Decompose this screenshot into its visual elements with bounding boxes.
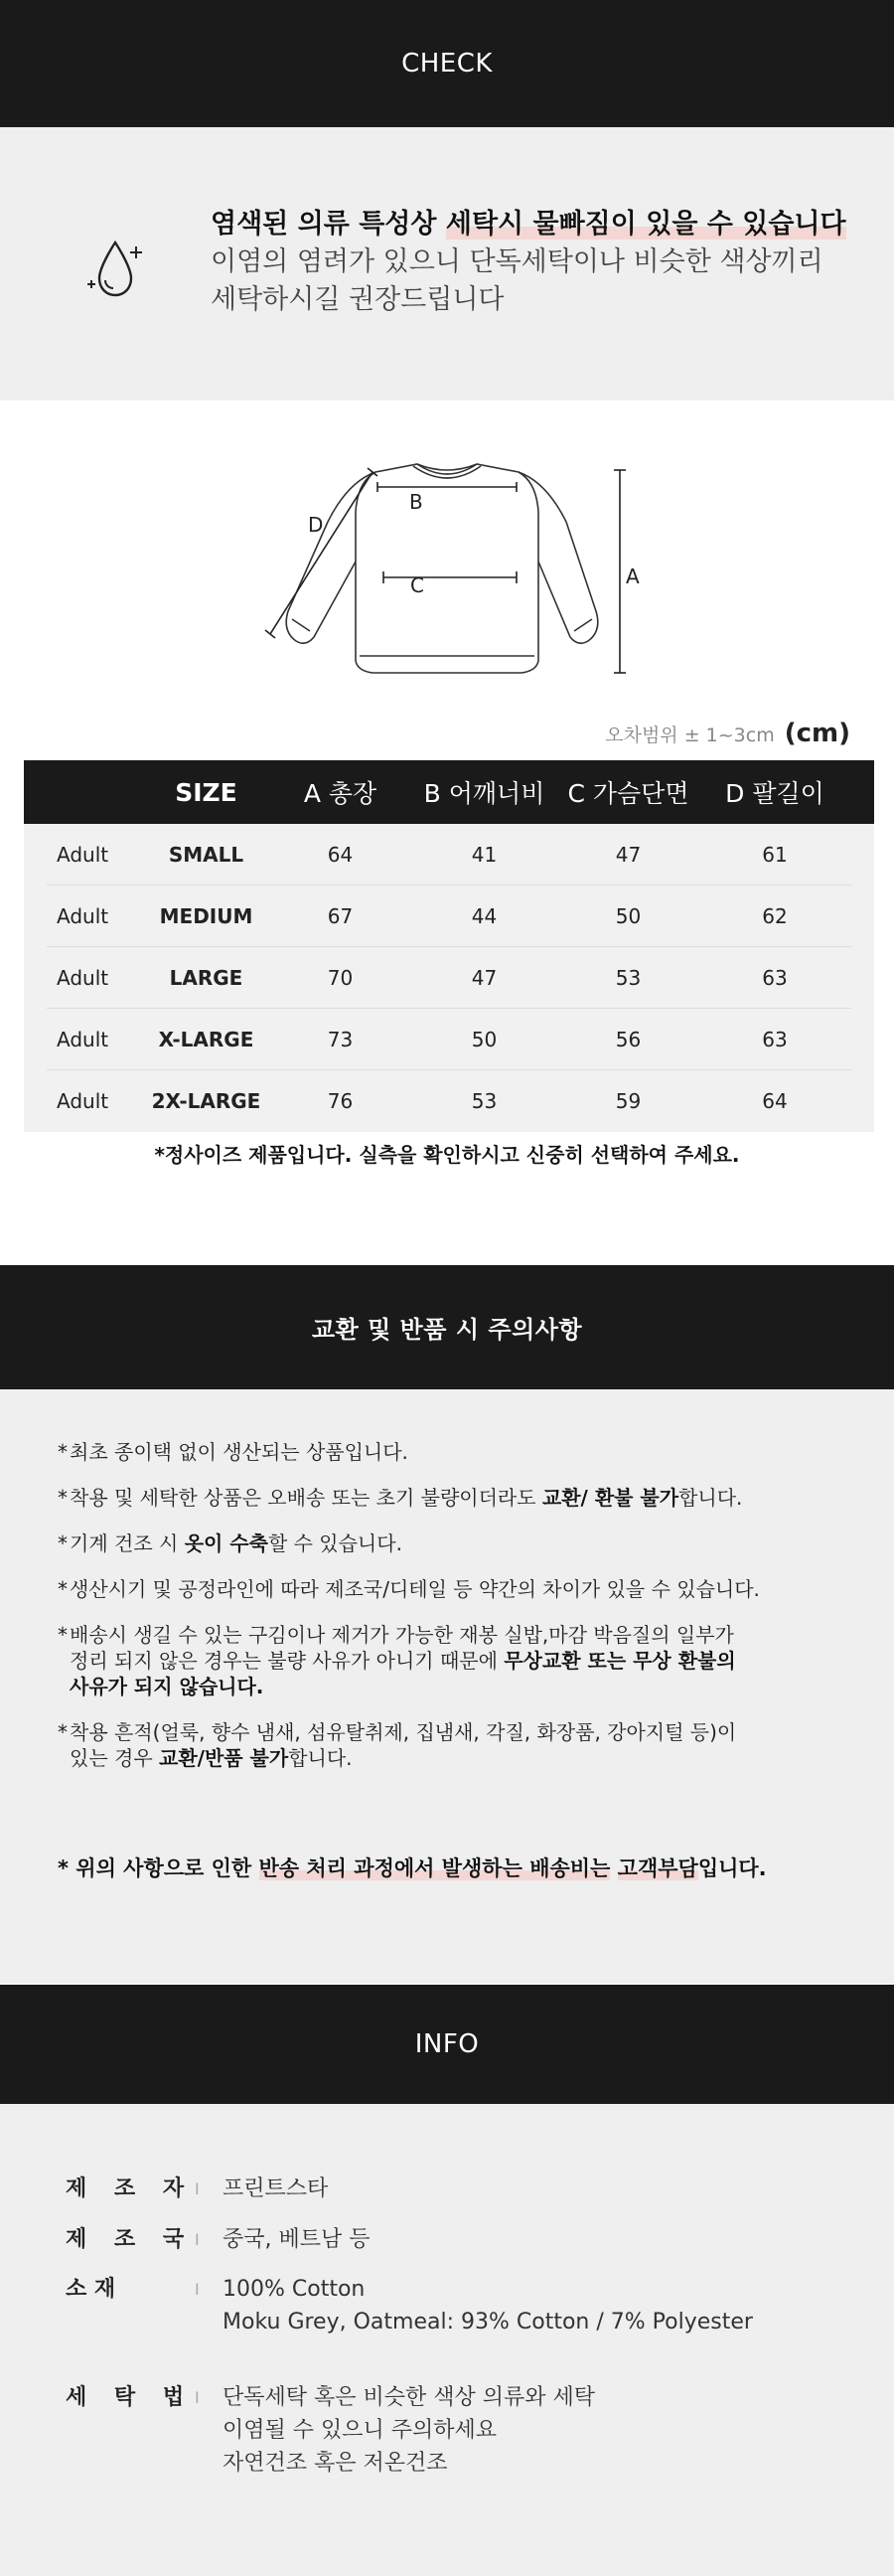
info-header xyxy=(0,1985,894,2104)
size-cell-size: 2X-LARGE xyxy=(151,1089,261,1113)
size-cell-d: 63 xyxy=(762,965,788,990)
unit-label: (cm) xyxy=(784,719,850,748)
real-size-note: *정사이즈 제품입니다. 실측을 확인하시고 신중히 선택하여 주세요. xyxy=(154,1143,740,1167)
size-cell-d: 61 xyxy=(762,842,788,867)
info-separator: I xyxy=(195,2388,200,2407)
size-table xyxy=(24,760,874,1132)
size-cell-b: 50 xyxy=(471,1027,498,1051)
header-a: A 총장 xyxy=(303,779,377,808)
size-table-body xyxy=(24,824,874,1132)
info-row xyxy=(66,2223,371,2256)
size-row xyxy=(47,824,851,886)
size-cell-b: 41 xyxy=(471,842,498,867)
notice-item: * 착용 및 세탁한 상품은 오배송 또는 초기 불량이더라도 교환/ 환불 불가합니다. xyxy=(58,1486,743,1510)
label-d: D xyxy=(308,513,324,537)
info-value: 중국, 베트남 등 xyxy=(223,2227,371,2252)
size-row xyxy=(47,947,851,1009)
info-key: 제 조 자 xyxy=(66,2176,195,2201)
size-cell-d: 62 xyxy=(762,903,788,928)
size-cell-size: MEDIUM xyxy=(159,903,253,928)
info-row xyxy=(66,2381,595,2480)
size-cell-group: Adult xyxy=(57,965,109,990)
info-value: 프린트스타 xyxy=(223,2176,329,2201)
info-separator: I xyxy=(195,2179,200,2198)
care-line2: 이염의 염려가 있으니 단독세탁이나 비슷한 색상끼리 xyxy=(211,246,823,277)
water-drop-icon xyxy=(85,237,155,310)
info-row xyxy=(66,2173,328,2205)
care-line1-b: 세탁시 물빠짐이 있을 수 있습니다 xyxy=(445,209,846,240)
size-cell-b: 47 xyxy=(471,965,498,990)
sweatshirt-outline xyxy=(248,452,646,691)
size-cell-c: 53 xyxy=(615,965,642,990)
size-cell-c: 59 xyxy=(615,1089,642,1113)
size-cell-a: 76 xyxy=(327,1089,354,1113)
size-cell-d: 64 xyxy=(762,1089,788,1113)
care-line3: 세탁하시길 권장드립니다 xyxy=(211,284,505,315)
info-key: 소 재 xyxy=(66,2277,116,2302)
size-cell-b: 53 xyxy=(471,1089,498,1113)
size-table-header xyxy=(24,760,874,824)
size-cell-a: 73 xyxy=(327,1027,354,1051)
care-line1-a: 염색된 의류 특성상 xyxy=(211,209,446,240)
care-text xyxy=(211,206,866,319)
size-cell-size: LARGE xyxy=(169,965,243,990)
notice-item: * 최초 종이택 없이 생산되는 상품입니다. xyxy=(58,1440,408,1464)
info-value: 단독세탁 혹은 비슷한 색상 의류와 세탁 이염될 수 있으니 주의하세요 자연건조 혹은 저온건조 xyxy=(223,2385,595,2476)
size-cell-a: 70 xyxy=(327,965,354,990)
size-cell-c: 47 xyxy=(615,842,642,867)
size-cell-group: Adult xyxy=(57,1089,109,1113)
size-cell-b: 44 xyxy=(471,903,498,928)
size-cell-a: 67 xyxy=(327,903,354,928)
notice-header xyxy=(0,1265,894,1389)
info-value: 100% Cotton Moku Grey, Oatmeal: 93% Cotton / 7% Polyester xyxy=(223,2277,753,2334)
info-row xyxy=(66,2273,753,2338)
size-cell-size: X-LARGE xyxy=(158,1027,254,1051)
notice-final: * 위의 사항으로 인한 반송 처리 과정에서 발생하는 배송비는 고객부담입니다. xyxy=(58,1856,767,1880)
size-cell-c: 50 xyxy=(615,903,642,928)
label-a: A xyxy=(626,564,640,588)
notice-item: * 기계 건조 시 옷이 수축할 수 있습니다. xyxy=(58,1531,402,1555)
size-cell-group: Adult xyxy=(57,903,109,928)
size-cell-d: 63 xyxy=(762,1027,788,1051)
header-c: C 가슴단면 xyxy=(567,779,689,808)
size-row xyxy=(47,1009,851,1070)
info-separator: I xyxy=(195,2230,200,2249)
info-key: 제 조 국 xyxy=(66,2227,195,2252)
tolerance-text: 오차범위 ± 1~3cm xyxy=(605,724,775,746)
notice-item: * 배송시 생길 수 있는 구김이나 제거가 가능한 재봉 실밥,마감 박음질의 일부가 정리 되지 않은 경우는 불량 사유가 아니기 때문에 무상교환 또는 무상 환불의 사유가 되지 않습니다. xyxy=(58,1623,736,1698)
size-row xyxy=(47,1070,851,1132)
info-key: 세 탁 법 xyxy=(66,2385,195,2410)
size-diagram xyxy=(248,452,646,691)
size-cell-c: 56 xyxy=(615,1027,642,1051)
notice-title: 교환 및 반품 시 주의사항 xyxy=(311,1316,583,1344)
label-b: B xyxy=(409,490,423,514)
size-cell-a: 64 xyxy=(327,842,354,867)
size-cell-group: Adult xyxy=(57,842,109,867)
size-row xyxy=(47,886,851,947)
check-title: CHECK xyxy=(401,49,493,79)
size-cell-group: Adult xyxy=(57,1027,109,1051)
info-separator: I xyxy=(195,2280,200,2299)
header-d: D 팔길이 xyxy=(725,779,824,808)
notice-list xyxy=(58,1439,852,1791)
info-title: INFO xyxy=(414,2029,480,2059)
tolerance-note xyxy=(605,719,850,748)
header-size: SIZE xyxy=(175,777,237,807)
notice-item: * 생산시기 및 공정라인에 따라 제조국/디테일 등 약간의 차이가 있을 수 있습니다. xyxy=(58,1577,760,1601)
check-header xyxy=(0,0,894,127)
notice-item: * 착용 흔적(얼룩, 향수 냄새, 섬유탈취제, 집냄새, 각질, 화장품, 강아지털 등)이 있는 경우 교환/반품 불가합니다. xyxy=(58,1720,737,1770)
label-c: C xyxy=(410,573,424,597)
size-cell-size: SMALL xyxy=(168,842,244,867)
header-b: B 어깨너비 xyxy=(423,779,545,808)
